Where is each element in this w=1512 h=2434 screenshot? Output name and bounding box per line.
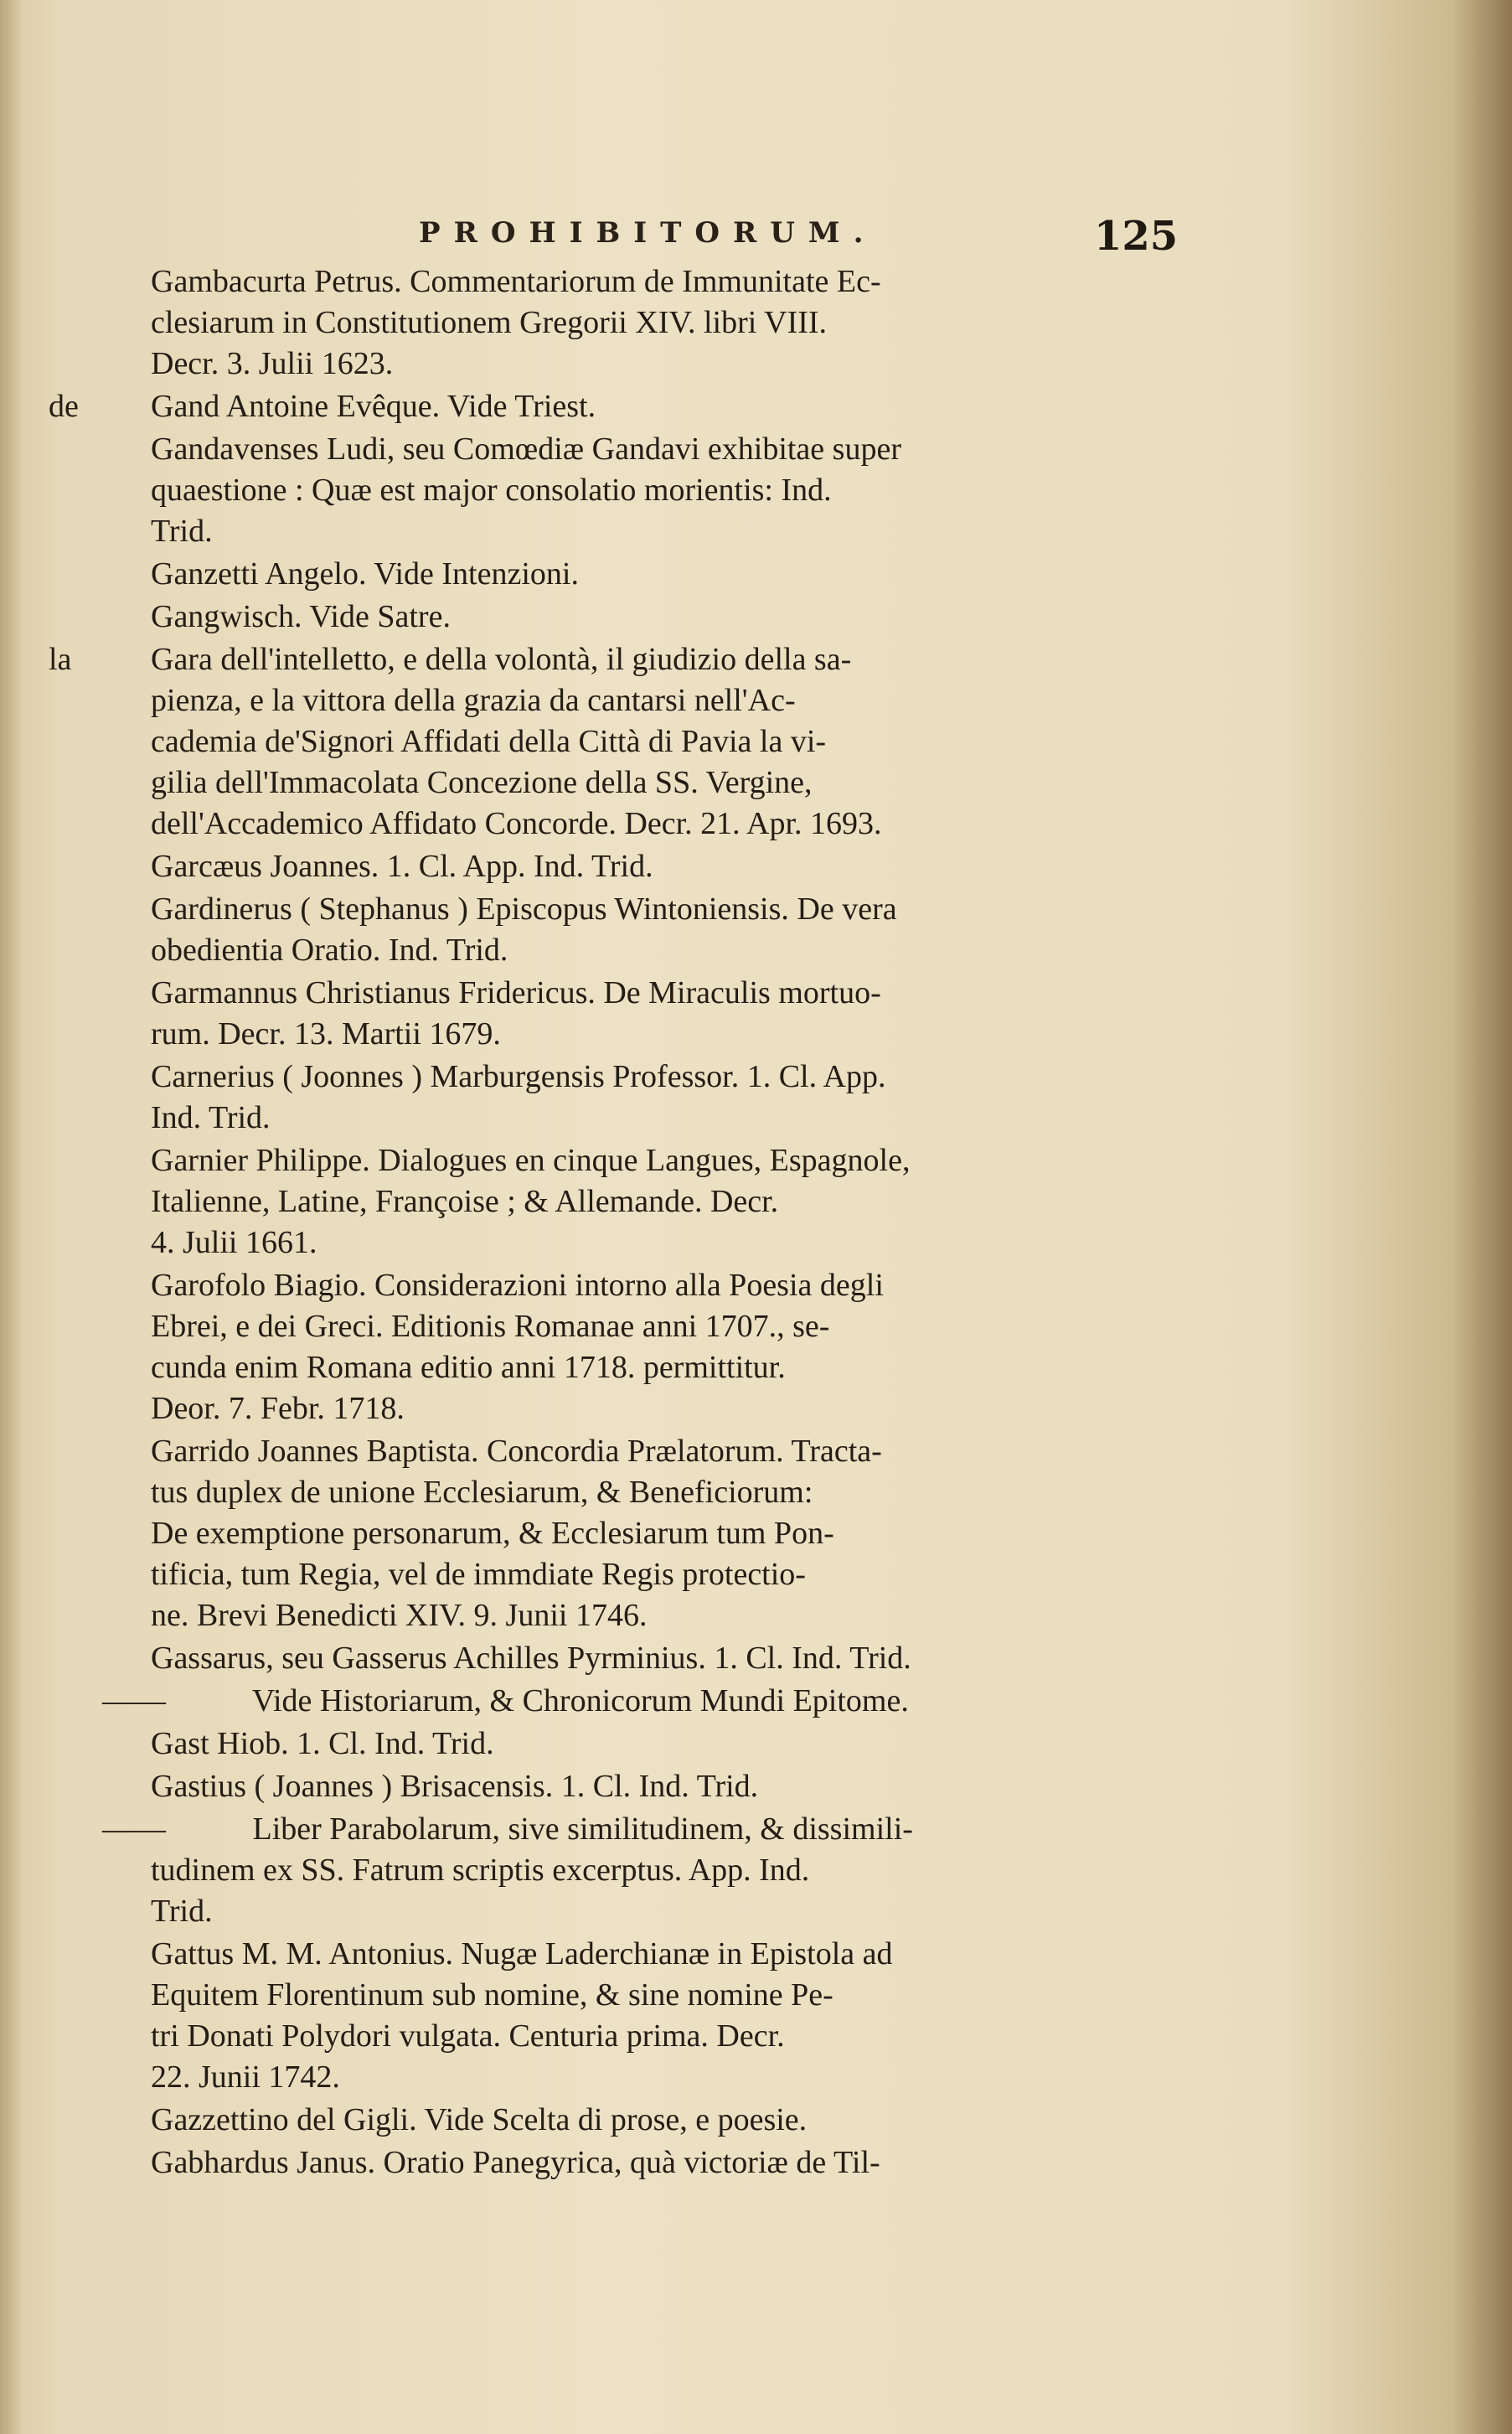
index-entry	[151, 2100, 1189, 2141]
index-entry	[151, 261, 1189, 385]
index-entry	[102, 1809, 1189, 1932]
entry-line: cademia de'Signori Affidati della Città di Pavia la vi-	[151, 724, 827, 759]
entry-line: 4. Julii 1661.	[151, 1225, 317, 1260]
index-entry	[151, 554, 1189, 595]
entry-line: Gandavenses Ludi, seu Comœdiæ Gandavi exhibitae super	[151, 432, 901, 467]
entry-line: pienza, e la vittora della grazia da cantarsi nell'Ac-	[151, 683, 796, 718]
index-entry	[151, 973, 1189, 1055]
entry-line: Carnerius ( Joonnes ) Marburgensis Professor. 1. Cl. App.	[151, 1059, 886, 1094]
entry-line: Italienne, Latine, Françoise ; & Allemande. Decr.	[151, 1184, 779, 1219]
entry-line: Gabhardus Janus. Oratio Panegyrica, quà victoriæ de Til-	[151, 2145, 880, 2180]
ditto-dash: ——	[102, 1683, 166, 1718]
index-entry	[151, 1057, 1189, 1139]
entry-line: tudinem ex SS. Fatrum scriptis excerptus. App. Ind.	[151, 1853, 810, 1888]
entry-line: Garofolo Biagio. Considerazioni intorno alla Poesia degli	[151, 1268, 884, 1303]
index-entry	[151, 889, 1189, 971]
index-entry	[151, 1265, 1189, 1429]
index-entry	[49, 639, 1189, 845]
entry-line: cunda enim Romana editio anni 1718. permittitur.	[151, 1350, 786, 1385]
entry-line: tificia, tum Regia, vel de immdiate Regis protectio-	[151, 1557, 806, 1592]
entry-line: Deor. 7. Febr. 1718.	[151, 1391, 405, 1426]
entry-line: De exemptione personarum, & Ecclesiarum tum Pon-	[151, 1516, 834, 1551]
page-gutter	[0, 0, 22, 2434]
index-entries	[49, 261, 1189, 2185]
entry-line: Garmannus Christianus Fridericus. De Miraculis mortuo-	[151, 975, 881, 1010]
entry-line: Gazzettino del Gigli. Vide Scelta di prose, e poesie.	[151, 2102, 808, 2137]
entry-line: Trid.	[151, 514, 213, 549]
page-number: 125	[1094, 213, 1179, 260]
index-entry	[49, 386, 1189, 427]
entry-line: Equitem Florentinum sub nomine, & sine nomine Pe-	[151, 1977, 833, 2013]
entry-line: rum. Decr. 13. Martii 1679.	[151, 1016, 501, 1052]
entry-line: Gambacurta Petrus. Commentariorum de Immunitate Ec-	[151, 264, 881, 299]
entry-line: gilia dell'Immacolata Concezione della SS. Vergine,	[151, 765, 813, 800]
entry-line: obedientia Oratio. Ind. Trid.	[151, 933, 508, 968]
index-entry	[151, 1723, 1189, 1765]
entry-line: Ind. Trid.	[151, 1100, 271, 1135]
index-entry	[151, 1140, 1189, 1264]
entry-line: dell'Accademico Affidato Concorde. Decr. 21. Apr. 1693.	[151, 806, 882, 841]
entry-line: Ganzetti Angelo. Vide Intenzioni.	[151, 556, 579, 592]
entry-line: —— Vide Historiarum, & Chronicorum Mundi Epitome.	[199, 1681, 1189, 1722]
entry-line: Gast Hiob. 1. Cl. Ind. Trid.	[151, 1726, 494, 1761]
index-entry	[151, 429, 1189, 552]
entry-lead-word: de	[49, 389, 79, 424]
index-entry	[151, 1638, 1189, 1679]
entry-line: Gastius ( Joannes ) Brisacensis. 1. Cl. Ind. Trid.	[151, 1769, 759, 1804]
entry-line: ne. Brevi Benedicti XIV. 9. Junii 1746.	[151, 1598, 648, 1633]
entry-line: Gangwisch. Vide Satre.	[151, 599, 451, 634]
entry-line: Ebrei, e dei Greci. Editionis Romanae anni 1707., se-	[151, 1309, 830, 1344]
entry-line: Garnier Philippe. Dialogues en cinque Langues, Espagnole,	[151, 1143, 911, 1178]
index-entry	[151, 1766, 1189, 1807]
entry-line: tri Donati Polydori vulgata. Centuria prima. Decr.	[151, 2018, 785, 2054]
entry-line: Gardinerus ( Stephanus ) Episcopus Wintoniensis. De vera	[151, 891, 897, 927]
entry-line: Gattus M. M. Antonius. Nugæ Laderchianæ in Epistola ad	[151, 1936, 893, 1971]
entry-line: Gara dell'intelletto, e della volontà, il giudizio della sa-	[151, 642, 852, 677]
entry-line: Garcæus Joannes. 1. Cl. App. Ind. Trid.	[151, 849, 653, 884]
index-entry	[102, 1681, 1189, 1722]
entry-line: Trid.	[151, 1894, 213, 1929]
entry-line: tus duplex de unione Ecclesiarum, & Beneficiorum:	[151, 1475, 813, 1510]
index-entry	[151, 846, 1189, 887]
running-head	[419, 213, 1340, 266]
index-entry	[151, 2142, 1189, 2183]
entry-line: —— Liber Parabolarum, sive similitudinem, & dissimili-	[199, 1809, 1189, 1850]
index-entry	[151, 597, 1189, 638]
entry-line: Garrido Joannes Baptista. Concordia Prælatorum. Tracta-	[151, 1434, 882, 1469]
entry-line: clesiarum in Constitutionem Gregorii XIV. libri VIII.	[151, 305, 828, 340]
index-entry	[151, 1431, 1189, 1636]
entry-line: Gassarus, seu Gasserus Achilles Pyrminius. 1. Cl. Ind. Trid.	[151, 1641, 911, 1676]
index-entry	[151, 1934, 1189, 2098]
entry-line: Gand Antoine Evêque. Vide Triest.	[151, 389, 596, 424]
entry-line: Decr. 3. Julii 1623.	[151, 346, 394, 381]
running-title: PROHIBITORUM.	[419, 216, 877, 250]
ditto-dash: ——	[102, 1811, 166, 1847]
entry-lead-word: la	[49, 642, 72, 677]
entry-line: 22. Junii 1742.	[151, 2059, 340, 2095]
entry-line: quaestione : Quæ est major consolatio morientis: Ind.	[151, 473, 832, 508]
